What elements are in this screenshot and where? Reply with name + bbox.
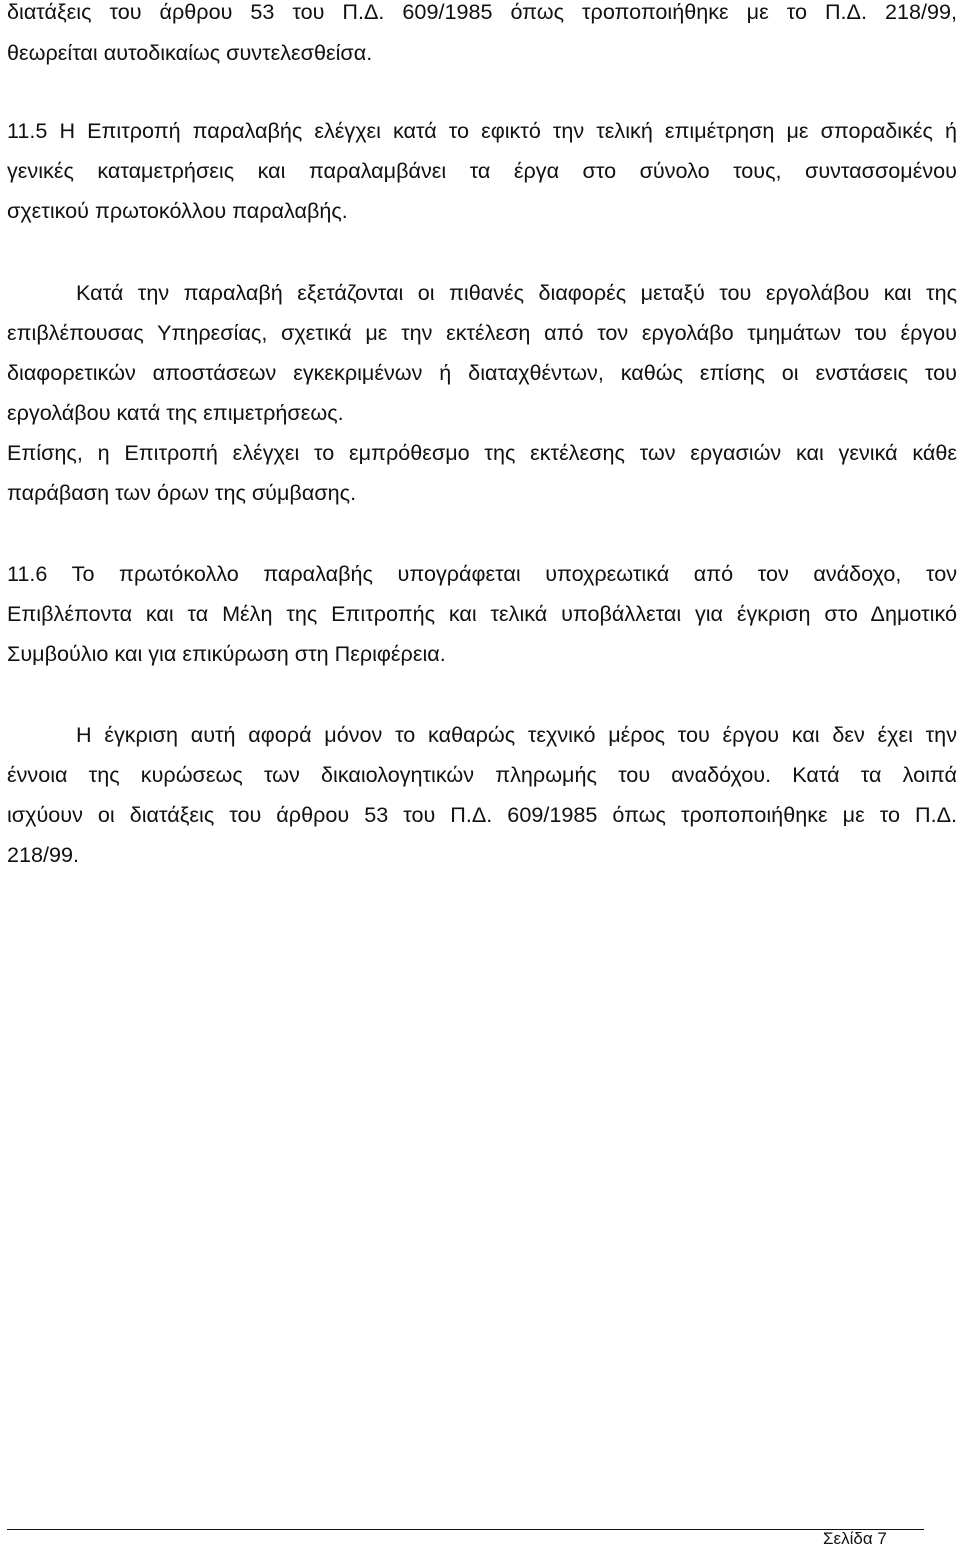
footer-divider xyxy=(7,1529,924,1530)
page-number: Σελίδα 7 xyxy=(823,1529,887,1548)
text-line: Επιβλέποντα και τα Μέλη της Επιτροπής και τελικά υποβάλλεται για έγκριση στο Δημοτικό xyxy=(7,601,957,626)
text-line: Συμβούλιο και για επικύρωση στη Περιφέρεια. xyxy=(7,641,446,666)
text-line: παράβαση των όρων της σύμβασης. xyxy=(7,480,357,505)
text-line: γενικές καταμετρήσεις και παραλαμβάνει τα έργα στο σύνολο τους, συντασσομένου xyxy=(7,158,957,183)
text-line: 11.5 Η Επιτροπή παραλαβής ελέγχει κατά το εφικτό την τελική επιμέτρηση με σποραδικές ή xyxy=(7,118,957,143)
text-line: 11.6 Το πρωτόκολλο παραλαβής υπογράφεται υποχρεωτικά από τον ανάδοχο, τον xyxy=(7,561,957,586)
text-line: ισχύουν οι διατάξεις του άρθρου 53 του Π.Δ. 609/1985 όπως τροποποιήθηκε με το Π.Δ. xyxy=(7,802,957,827)
text-line: έννοια της κυρώσεως των δικαιολογητικών πληρωμής του αναδόχου. Κατά τα λοιπά xyxy=(7,762,957,787)
text-line: εργολάβου κατά της επιμετρήσεως. xyxy=(7,400,344,425)
text-line: διαφορετικών αποστάσεων εγκεκριμένων ή διαταχθέντων, καθώς επίσης οι ενστάσεις του xyxy=(7,360,957,385)
text-line: Επίσης, η Επιτροπή ελέγχει το εμπρόθεσμο της εκτέλεσης των εργασιών και γενικά κάθε xyxy=(7,440,957,465)
text-line: επιβλέπουσας Υπηρεσίας, σχετικά με την εκτέλεση από τον εργολάβο τμημάτων του έργου xyxy=(7,320,957,345)
text-line: 218/99. xyxy=(7,842,80,867)
text-line: Η έγκριση αυτή αφορά μόνον το καθαρώς τεχνικό μέρος του έργου και δεν έχει την xyxy=(76,722,957,747)
text-line: θεωρείται αυτοδικαίως συντελεσθείσα. xyxy=(7,40,373,65)
text-line: διατάξεις του άρθρου 53 του Π.Δ. 609/1985 όπως τροποποιήθηκε με το Π.Δ. 218/99, xyxy=(7,0,957,24)
text-line: σχετικού πρωτοκόλλου παραλαβής. xyxy=(7,198,348,223)
text-line: Κατά την παραλαβή εξετάζονται οι πιθανές διαφορές μεταξύ του εργολάβου και της xyxy=(76,280,957,305)
